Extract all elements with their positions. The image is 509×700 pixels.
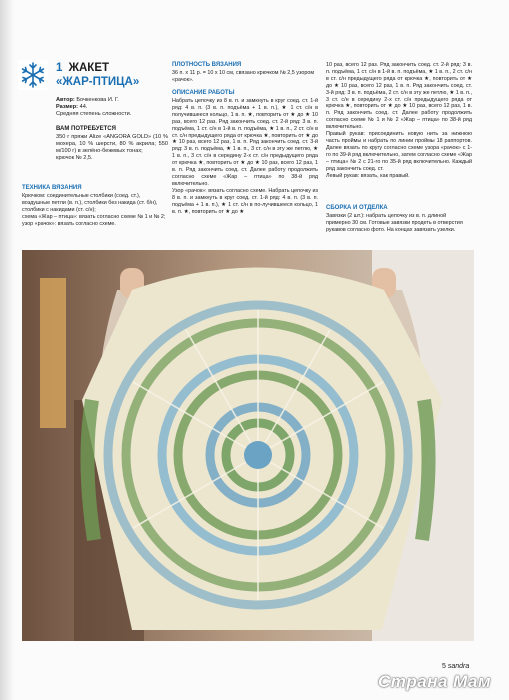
technique-heading: ТЕХНИКА ВЯЗАНИЯ — [22, 185, 82, 191]
work-text — [172, 98, 318, 215]
size-value: 44. — [79, 104, 88, 110]
size-label: Размер: — [56, 104, 79, 110]
density-heading: ПЛОТНОСТЬ ВЯЗАНИЯ — [172, 62, 242, 68]
title-subtitle: «ЖАР-ПТИЦА» — [56, 76, 140, 88]
continued-para: 10 раз, всего 12 раз. Ряд закончить соед. ст. 2-й ряд: 3 в. п. подъёма, 1 ст. с/н в 1-й в. п. подъёма, ★ 1 в. п., 2 ст. с/н в ст. с/н предыдущего ряда от крючка ★, повторить от ★ до ★ 10 раз, всего 12 раз, 1 в. п. Ряд закончить соед. ст. 3-й ряд: 3 в. п. подъёма, 2 ст. с/н в эту же петлю, ★ 1 в. п., 3 ст. с/н в середину 2-х ст. с/н предыдущего ряда от крючка ★, повторить от ★ до ★ 10 раз, всего 12 раз, 1 в. п. Ряд закончить соед. ст. Далее работу продолжить согласно схеме № 1 и № 2 «Жар – птица» по 38-й ряд включительно. — [326, 62, 472, 131]
article-title — [56, 61, 139, 89]
title-main: ЖАКЕТ — [68, 62, 110, 74]
right-sleeve-text: Правый рукав: присоединить новую нить за нижнюю часть проймы и набрать по линии проймы 18 раппортов. Далее вязать по кругу согласно схеме узора «рачок» с 1-го по 39-й ряд включительно, затем согласно схеме «Жар – птица» № 2 с 21-го по 35-й ряд включительно. Каждый ряд закончить соед. ст. — [326, 131, 472, 172]
technique-para-2: схема «Жар – птица»: вязать согласно схеме № 1 и № 2; — [22, 213, 166, 220]
difficulty-text: Средняя степень сложности. — [56, 111, 132, 117]
page-footer — [442, 663, 469, 670]
snowflake-icon — [18, 60, 48, 90]
assembly-heading: СБОРКА И ОТДЕЛКА — [326, 205, 388, 211]
work-heading: ОПИСАНИЕ РАБОТЫ — [172, 90, 235, 96]
author-label: Автор: — [56, 97, 75, 103]
meta-block — [56, 97, 166, 118]
page-gutter-shadow — [0, 0, 14, 700]
author-name: Бочкенкова И. Г. — [76, 97, 119, 103]
materials-text — [56, 134, 168, 162]
work-para-1: Набрать цепочку из 8 в. п. и замкнуть в круг соед. ст. 1-й ряд: 4 в. п. (3 в. п. подъёма + 1 в. п.), ★ 1 ст. с/н в получившееся кольцо, 1 в. п. ★, повторить от ★ до ★ 10 раз, всего 12 раз. Ряд закончить соед. ст. 2-й ряд: 3 в. п. подъёма, 1 ст. с/н в 1-й в. п. подъёма, ★ 1 в. п., 2 ст. с/н в ст. с/н предыдущего ряда от крючка ★, повторить от ★ до ★ 10 раз, всего 12 раз, 1 в. п. Ряд закончить соед. ст. 3-й ряд: 3 в. п. подъёма, ★ 1 в. п., 3 ст. с/н в эту же петлю, ★ 1 в. п., 3 ст. с/н в середину 2-х ст. с/н предыдущего ряда от крючка ★, повторить от ★ до ★ 10 раз, всего 12 раз, 1 в. п. Ряд закончить соед. ст. Далее работу продолжить согласно схеме «Жар – птица» по 38-й ряд включительно. — [172, 98, 318, 187]
work-para-2: Узор «рачок»: вязать согласно схеме. Набрать цепочку из 8 в. п. и замкнуть в круг соед. ст. 1-й ряд: 4 в. п. (3 в. п. подъёма + 1 в. п.), ★ 1 ст. с/н в по-лучившееся кольцо, 1 в. п. ★, повторить от ★ до ★ — [172, 187, 318, 215]
page-number: 5 — [442, 663, 446, 670]
article-number: 1 — [56, 62, 63, 74]
watermark: Страна Мам — [378, 672, 492, 691]
continued-text — [326, 62, 472, 179]
technique-para-1: Крючком: соединительные столбики (соед. ст.), воздушные петли (в. п.), столбики без накида (ст. б/н), столбики с накидами (ст. с/н); — [22, 193, 158, 213]
magazine-name: sandra — [447, 663, 470, 670]
materials-hook: крючок № 2,5. — [56, 155, 93, 161]
left-sleeve-text: Левый рукав: вязать, как правый. — [326, 172, 410, 179]
materials-heading: ВАМ ПОТРЕБУЕТСЯ — [56, 126, 116, 132]
technique-para-3: узор «рачок»: вязать согласно схеме. — [22, 220, 116, 227]
density-text: 36 п. х 11 р. = 10 х 10 см, связано крючком № 2,5 узором «рачок». — [172, 70, 315, 83]
assembly-text: Завязки (2 шт.): набрать цепочку из в. п. длиной примерно 30 см. Готовые завязки продеть в отверстия рукавов согласно фото. На концах завязать узелки. — [326, 213, 463, 233]
materials-yarn: 350 г пряжи Alize «ANGORA GOLD» (10 % мохера, 10 % шерсти, 80 % акрила; 550 м/100 г) в зелёно-бежевых тонах; — [56, 134, 168, 154]
jacket-photo — [22, 250, 474, 641]
technique-text — [22, 193, 168, 228]
